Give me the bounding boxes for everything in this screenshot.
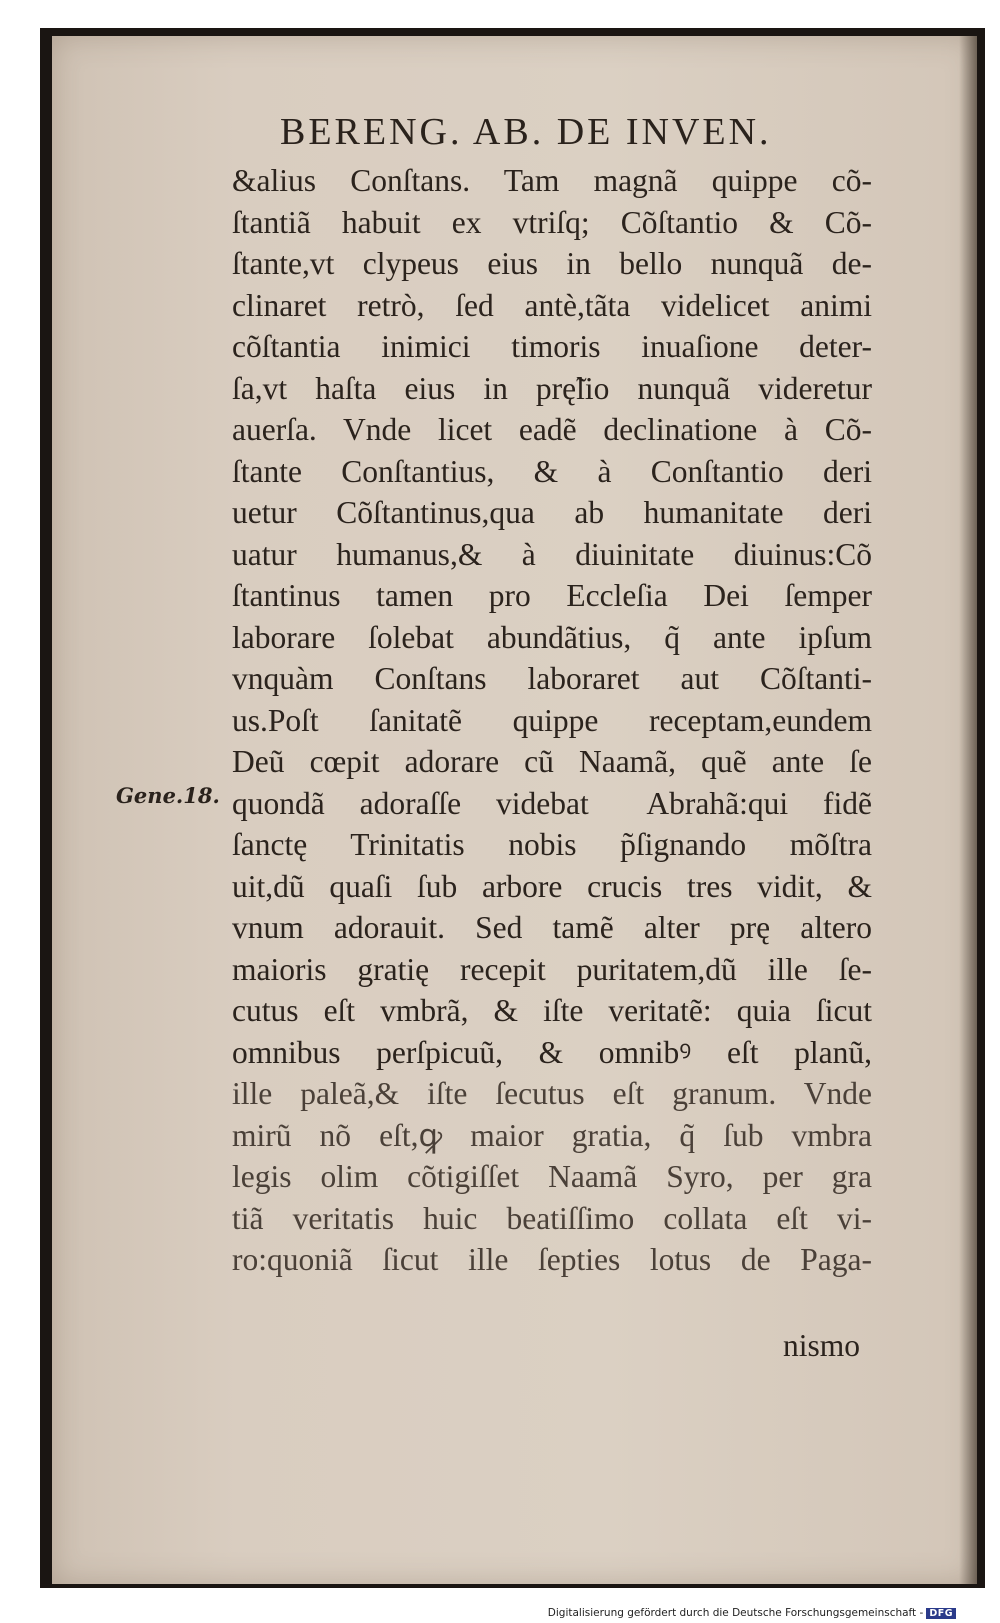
text-line: laborare ſolebat abundãtius, q̃ ante ipſum <box>232 619 872 655</box>
text-line: Deũ cœpit adorare cũ Naamã, quẽ ante ſe <box>232 744 872 779</box>
text-line: ſtantinus tamen pro Eccleſia Dei ſemper <box>232 578 872 613</box>
text-line: maioris gratię recepit puritatem,dũ ille ſe- <box>232 951 872 987</box>
dfg-logo: DFG <box>926 1608 956 1619</box>
text-line: vnquàm Conſtans laboraret aut Cõſtanti- <box>232 661 872 696</box>
margin-note: Gene.18. <box>116 783 220 808</box>
text-line: cutus eſt vmbrã, & iſte veritatẽ: quia ſicut <box>232 993 872 1028</box>
text-line: ille paleã,& iſte ſecutus eſt granum. Vnde <box>232 1076 872 1111</box>
body-text <box>232 160 872 1281</box>
text-line: us.Poſt ſanitatẽ quippe receptam,eundem <box>232 702 872 738</box>
text-line: cõſtantia inimici timoris inuaſione deter- <box>232 329 872 364</box>
text-line: ro:quoniã ſicut ille ſepties lotus de Paga- <box>232 1242 872 1277</box>
text-line: ſtante Conſtantius, & à Conſtantio deri <box>232 453 872 489</box>
catchword: nismo <box>782 1328 860 1363</box>
text-line: legis olim cõtigiſſet Naamã Syro, per gra <box>232 1159 872 1194</box>
text-line: vnum adorauit. Sed tamẽ alter prę altero <box>232 910 872 945</box>
text-line: ſtantiã habuit ex vtriſq; Cõſtantio & Cõ- <box>232 204 872 240</box>
text-line: ſa,vt haſta eius in prę̃lio nunquã videretur <box>232 370 872 406</box>
running-head: BERENG. AB. DE INVEN. <box>280 111 772 153</box>
text-line: auerſa. Vnde licet eadẽ declinatione à Cõ- <box>232 412 872 447</box>
text-line: mirũ nõ eſt,ꝙ maior gratia, q̃ ſub vmbra <box>232 1117 872 1153</box>
text-line: &alius Conſtans. Tam magnã quippe cõ- <box>232 163 872 198</box>
digitization-credit <box>548 1607 956 1619</box>
text-line: uetur Cõſtantinus,qua ab humanitate deri <box>232 495 872 530</box>
text-line: ſanctę Trinitatis nobis p̃ſignando mõſtra <box>232 827 872 862</box>
text-line: uatur humanus,& à diuinitate diuinus:Cõ <box>232 536 872 572</box>
text-line: tiã veritatis huic beatiſſimo collata eſt vi- <box>232 1200 872 1236</box>
text-line: ſtante,vt clypeus eius in bello nunquã de- <box>232 246 872 281</box>
binding-shadow <box>959 36 977 1584</box>
text-line: uit,dũ quaſi ſub arbore crucis tres vidit, & <box>232 868 872 904</box>
text-line: quondã adoraſſe videbatᷓ Abrahã:qui fidẽ <box>232 785 872 821</box>
text-line: omnibus perſpicuũ, & omnibꝰ eſt planũ, <box>232 1034 872 1070</box>
credit-text: Digitalisierung gefördert durch die Deutsche Forschungsgemeinschaft - <box>547 1607 924 1619</box>
text-line: clinaret retrò, ſed antè,tãta videlicet animi <box>232 287 872 323</box>
